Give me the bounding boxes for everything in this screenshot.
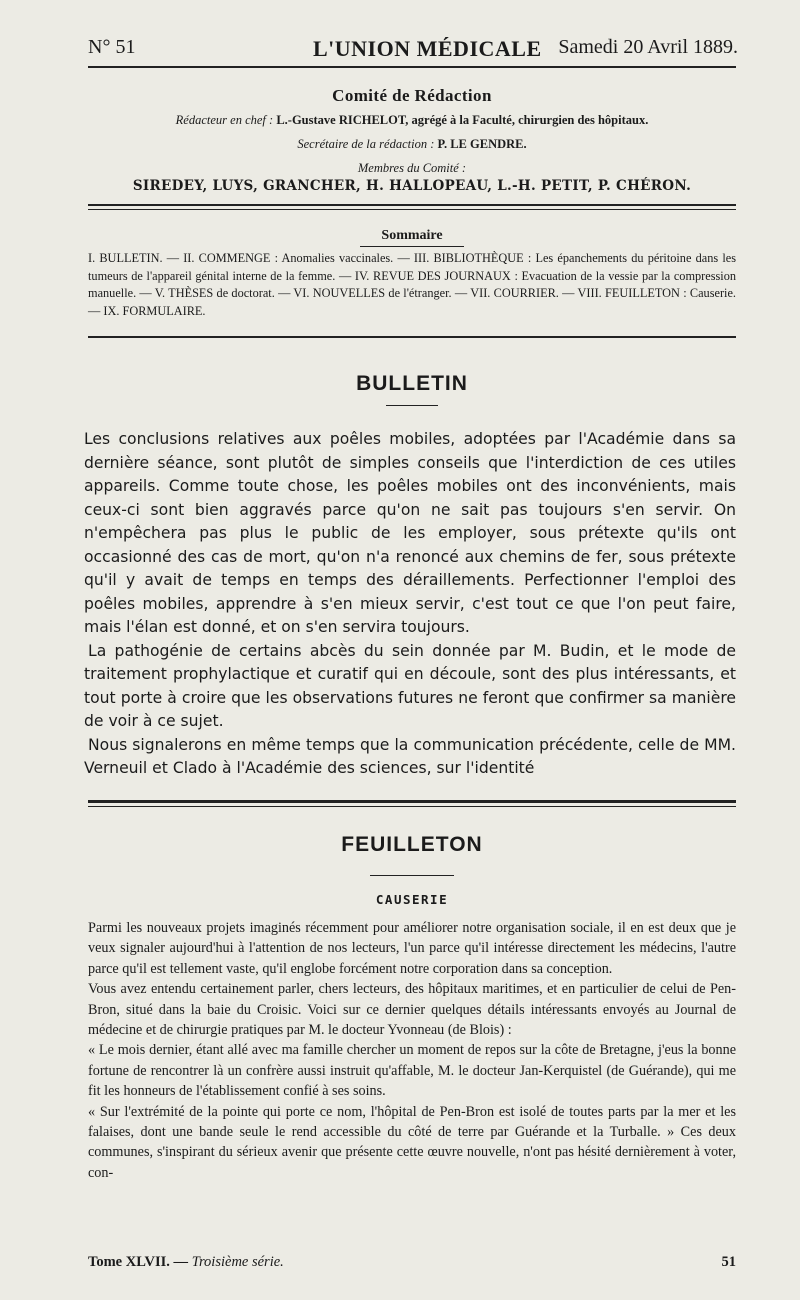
comite-rule-2 xyxy=(88,209,736,210)
redacteur-text: L.-Gustave RICHELOT, agrégé à la Faculté, chirurgien des hôpitaux. xyxy=(276,113,649,127)
sommaire-title: Sommaire xyxy=(381,228,443,243)
comite-rule-1 xyxy=(88,204,736,206)
feuilleton-paragraph: « Sur l'extrémité de la pointe qui porte ce nom, l'hôpital de Pen-Bron est isolé de toutes parts par la mer et les falaises, dont une bande seule le rend accessible du côté de terre par Guérande et la Turballe. » Ces deux communes, s'inspirant du sérieux avenir que présente cette œuvre nouvelle, n'ont pas hésité dernièrement à voter, con- xyxy=(88,1103,736,1181)
feuilleton-rule-1 xyxy=(88,800,736,803)
sommaire-rule xyxy=(88,336,736,338)
footer-tome: Tome XLVII. — xyxy=(88,1254,189,1270)
redacteur-label: Rédacteur en chef : xyxy=(175,113,274,127)
issue-date: Samedi 20 Avril 1889. xyxy=(558,36,738,58)
comite-secretaire xyxy=(88,137,736,152)
bulletin-title: BULLETIN xyxy=(356,372,468,395)
feuilleton-paragraph: « Le mois dernier, étant allé avec ma famille chercher un moment de repos sur la côte de Bretagne, j'eus la bonne fortune de rencontrer là un confrère aussi instruit qu'affable, M. le docteur Jan-Kerquistel (de Guérande), qui me fit les honneurs de l'établissement confié à ses soins. xyxy=(88,1042,736,1100)
comite-redacteur xyxy=(88,113,736,128)
comite-membres-list: SIREDEY, LUYS, GRANCHER, H. HALLOPEAU, L.-H. PETIT, P. CHÉRON. xyxy=(132,178,692,194)
feuilleton-underline xyxy=(370,875,454,876)
bulletin-body xyxy=(84,428,736,781)
page-footer xyxy=(88,1254,736,1271)
membres-label: Membres du Comité : xyxy=(357,161,467,175)
comite-membres-label xyxy=(88,161,736,176)
issue-number: N° 51 xyxy=(88,36,136,58)
feuilleton-rule-2 xyxy=(88,806,736,807)
feuilleton-body xyxy=(88,918,736,1183)
bulletin-paragraph: La pathogénie de certains abcès du sein donnée par M. Budin, et le mode de traitement prophylactique et curatif qui en découle, sont des plus intéressants, et tout porte à croire que les observations futures ne feront que confirmer sa manière de voir à ce sujet. xyxy=(84,641,736,730)
feuilleton-paragraph: Vous avez entendu certainement parler, chers lecteurs, des hôpitaux maritimes, et en particulier de celui de Pen-Bron, situé dans la baie du Croisic. Voici sur ce dernier quelques détails intéressants envoyés au Journal de médecine et de chirurgie pratiques par M. le docteur Yvonneau (de Blois) : xyxy=(88,981,736,1039)
footer-serie: Troisième série. xyxy=(191,1254,284,1270)
feuilleton-title: FEUILLETON xyxy=(341,833,483,856)
bulletin-underline xyxy=(386,405,438,406)
journal-title: L'UNION MÉDICALE xyxy=(313,36,542,61)
secretaire-text: P. LE GENDRE. xyxy=(437,137,527,151)
sommaire-underline xyxy=(360,246,464,247)
page-number: 51 xyxy=(721,1254,736,1270)
page-header xyxy=(88,30,738,64)
feuilleton-paragraph: Parmi les nouveaux projets imaginés récemment pour améliorer notre organisation sociale, il en est deux que je veux signaler aujourd'hui à l'attention de nos lecteurs, l'un parce qu'il intéresse directement les médecins, l'autre parce qu'il est tellement vaste, qu'il englobe forcément notre corporation dans sa conception. xyxy=(88,920,736,977)
bulletin-paragraph: Nous signalerons en même temps que la communication précédente, celle de MM. Verneuil et Clado à l'Académie des sciences, sur l'identité xyxy=(84,735,736,777)
comite-title: Comité de Rédaction xyxy=(332,86,492,105)
bulletin-paragraph: Les conclusions relatives aux poêles mobiles, adoptées par l'Académie dans sa dernière séance, sont plutôt de simples conseils que l'interdiction de ces utiles appareils. Comme toute chose, les poêles mobiles ont des inconvénients, mais ceux-ci sont bien aggravés parce qu'on ne sait pas toujours s'en servir. On n'empêchera pas plus le public de les employer, sous prétexte qu'ils ont occasionné des cas de mort, qu'on n'a renoncé aux chemins de fer, sous prétexte qu'il y avait de temps en temps des déraillements. Perfectionner l'emploi des poêles mobiles, apprendre à s'en mieux servir, c'est tout ce que l'on peut faire, mais l'élan est donné, et on s'en servira toujours. xyxy=(84,430,736,636)
header-rule xyxy=(88,66,736,68)
sommaire-text: I. BULLETIN. — II. COMMENGE : Anomalies vaccinales. — III. BIBLIOTHÈQUE : Les épanchements du péritoine dans les tumeurs de l'appareil génital interne de la femme. — IV. REVUE DES JOURNAUX : Evacuation de la vessie par la compression manuelle. — V. THÈSES de doctorat. — VI. NOUVELLES de l'étranger. — VII. COURRIER. — VIII. FEUILLETON : Causerie. — IX. FORMULAIRE. xyxy=(88,251,736,318)
secretaire-label: Secrétaire de la rédaction : xyxy=(297,137,435,151)
causerie-title: CAUSERIE xyxy=(375,892,449,907)
